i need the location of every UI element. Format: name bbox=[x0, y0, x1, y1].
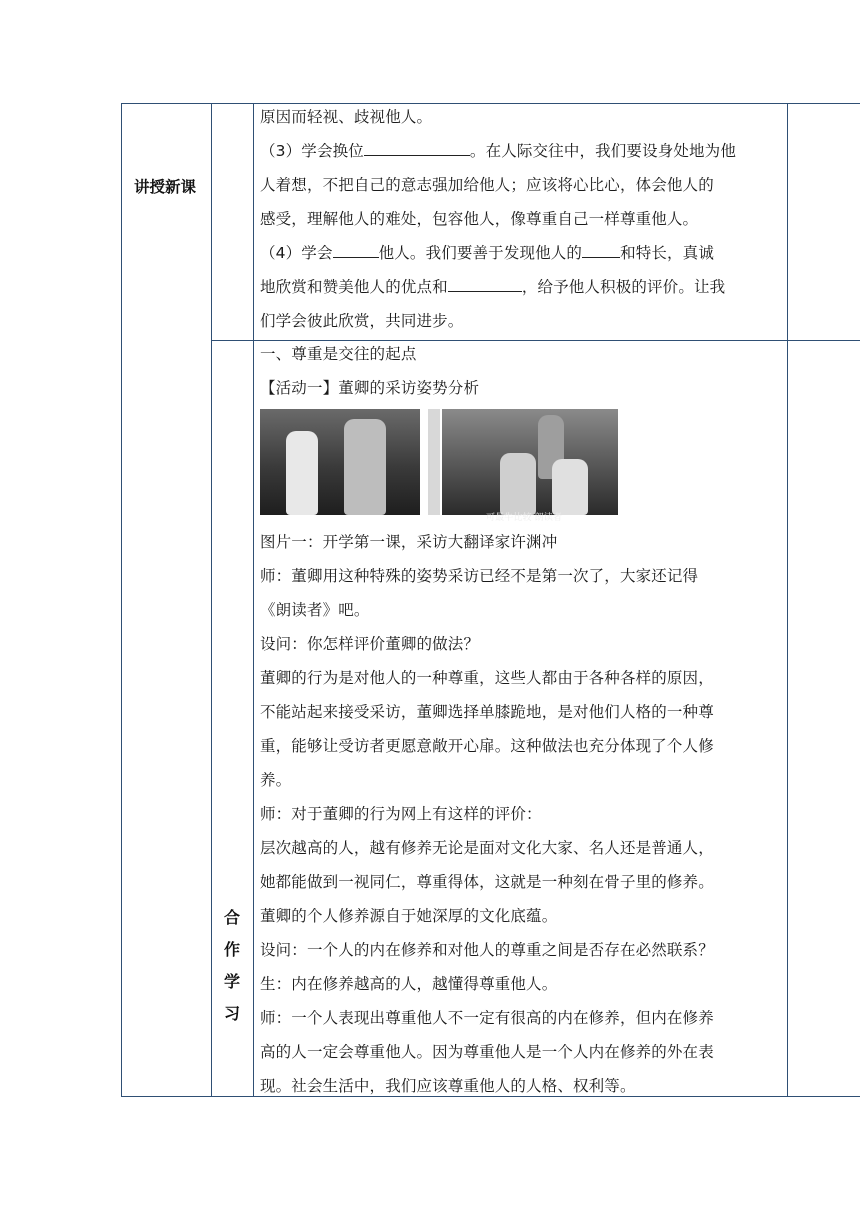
text-line: 设问：你怎样评价董卿的做法？ bbox=[260, 635, 480, 653]
text-line: 《朗读者》吧。 bbox=[260, 601, 370, 619]
section-label-lecture: 讲授新课 bbox=[134, 178, 197, 196]
photo-figure bbox=[344, 419, 386, 515]
text-span: 。在人际交往中，我们要设身处地为他 bbox=[469, 142, 736, 160]
text-line: 生：内在修养越高的人，越懂得尊重他人。 bbox=[260, 975, 558, 993]
text-line: 她都能做到一视同仁，尊重得体，这就是一种刻在骨子里的修养。 bbox=[260, 873, 714, 891]
interview-photos bbox=[260, 409, 620, 521]
text-line: 师：董卿用这种特殊的姿势采访已经不是第一次了，大家还记得 bbox=[260, 567, 699, 585]
text-line: 不能站起来接受采访，董卿选择单膝跪地，是对他们人格的一种尊 bbox=[260, 703, 714, 721]
interview-photo-2 bbox=[442, 409, 618, 523]
text-span: （4）学会 bbox=[260, 244, 333, 262]
text-line: 们学会彼此欣赏，共同进步。 bbox=[260, 312, 464, 330]
text-line: 董卿的行为是对他人的一种尊重，这些人都由于各种各样的原因， bbox=[260, 669, 714, 687]
table-border-left bbox=[121, 103, 122, 1097]
activity-title: 【活动一】董卿的采访姿势分析 bbox=[260, 379, 480, 397]
label-char: 作 bbox=[223, 940, 240, 959]
text-span: 地欣赏和赞美他人的优点和 bbox=[260, 278, 448, 296]
fill-blank bbox=[333, 239, 379, 258]
text-line: 感受，理解他人的难处，包容他人，像尊重自己一样尊重他人。 bbox=[260, 210, 699, 228]
text-line: 人着想，不把自己的意志强加给他人；应该将心比心，体会他人的 bbox=[260, 176, 714, 194]
photo-divider bbox=[428, 409, 440, 515]
photo-caption: 可最牛比较 朗读者 bbox=[486, 513, 563, 523]
paragraph-3 bbox=[260, 134, 780, 168]
table-divider-3 bbox=[787, 103, 788, 1097]
text-line: 师：一个人表现出尊重他人不一定有很高的内在修养，但内在修养 bbox=[260, 1009, 714, 1027]
section-label-cooperative bbox=[222, 902, 242, 1030]
text-line: 层次越高的人，越有修养无论是面对文化大家、名人还是普通人， bbox=[260, 839, 714, 857]
text-line: 董卿的个人修养源自于她深厚的文化底蕴。 bbox=[260, 907, 558, 925]
fill-blank bbox=[582, 239, 620, 258]
row1-content bbox=[260, 100, 780, 338]
photo-figure bbox=[286, 431, 318, 515]
text-line: 设问：一个人的内在修养和对他人的尊重之间是否存在必然联系？ bbox=[260, 941, 714, 959]
text-line: 高的人一定会尊重他人。因为尊重他人是一个人内在修养的外在表 bbox=[260, 1043, 714, 1061]
interview-photo-1 bbox=[260, 409, 420, 515]
label-char: 习 bbox=[223, 1004, 240, 1023]
text-span: 和特长，真诚 bbox=[620, 244, 714, 262]
text-line: 原因而轻视、歧视他人。 bbox=[260, 108, 433, 126]
label-char: 学 bbox=[223, 972, 240, 991]
text-span: ，给予他人积极的评价。让我 bbox=[521, 278, 726, 296]
text-line: 现。社会生活中，我们应该尊重他人的人格、权利等。 bbox=[260, 1077, 636, 1095]
text-span: 他人。我们要善于发现他人的 bbox=[378, 244, 583, 262]
text-span: （3）学会换位 bbox=[260, 142, 364, 160]
table-divider-1 bbox=[211, 103, 212, 1097]
text-line bbox=[260, 270, 780, 304]
text-line: 养。 bbox=[260, 771, 292, 789]
text-line: 重，能够让受访者更愿意敞开心扉。这种做法也充分体现了个人修 bbox=[260, 737, 714, 755]
section-heading: 一、尊重是交往的起点 bbox=[260, 345, 417, 363]
label-char: 合 bbox=[223, 908, 240, 927]
row2-content bbox=[260, 337, 780, 1103]
fill-blank bbox=[364, 137, 470, 156]
text-line: 师：对于董卿的行为网上有这样的评价： bbox=[260, 805, 542, 823]
photo-caption-text: 图片一：开学第一课，采访大翻译家许渊冲 bbox=[260, 533, 558, 551]
fill-blank bbox=[448, 273, 522, 292]
paragraph-4 bbox=[260, 236, 780, 270]
table-divider-2 bbox=[253, 103, 254, 1097]
